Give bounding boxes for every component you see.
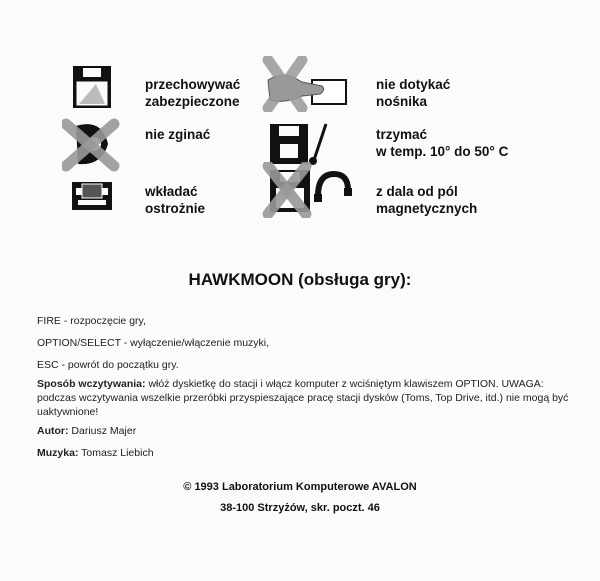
care-label-line: z dala od pól	[376, 184, 458, 199]
care-label-insert	[145, 183, 205, 217]
care-label-line: w temp. 10° do 50° C	[376, 144, 509, 159]
loading-instructions	[37, 377, 577, 419]
care-label-line: wkładać	[145, 184, 198, 199]
care-label-line: trzymać	[376, 127, 428, 142]
music-line	[37, 446, 577, 460]
care-label-no-magnet	[376, 183, 477, 217]
author-name: Dariusz Majer	[71, 425, 137, 437]
loading-label: Sposób wczytywania:	[37, 378, 146, 390]
author-line	[37, 424, 577, 438]
music-name: Tomasz Liebich	[81, 447, 154, 459]
no-bend-icon	[62, 118, 120, 172]
no-magnet-icon	[262, 162, 352, 218]
care-label-no-touch	[376, 76, 450, 110]
care-label-line: magnetycznych	[376, 201, 478, 216]
control-fire: FIRE - rozpoczęcie gry,	[37, 315, 146, 327]
care-label-temperature	[376, 126, 508, 160]
temperature-icon	[268, 120, 330, 166]
care-label-store-safe	[145, 76, 240, 110]
copyright: © 1993 Laboratorium Komputerowe AVALON	[183, 481, 417, 493]
author-label: Autor:	[37, 425, 69, 437]
music-label: Muzyka:	[37, 447, 79, 459]
care-label-line: nie dotykać	[376, 77, 451, 92]
care-label-no-bend	[145, 126, 210, 143]
insert-drive-icon	[70, 180, 114, 212]
care-label-line: nośnika	[376, 94, 428, 109]
control-option: OPTION/SELECT - wyłączenie/włączenie muzyki,	[37, 337, 270, 349]
no-touch-icon	[262, 56, 352, 112]
address: 38-100 Strzyżów, skr. poczt. 46	[220, 502, 380, 514]
control-esc: ESC - powrót do początku gry.	[37, 359, 179, 371]
floppy-safe-icon	[70, 64, 114, 110]
game-title: HAWKMOON (obsługa gry):	[188, 270, 412, 289]
care-label-line: zabezpieczone	[145, 94, 240, 109]
care-label-line: przechowywać	[145, 77, 241, 92]
care-label-line: nie zginać	[145, 127, 211, 142]
care-label-line: ostrożnie	[145, 201, 206, 216]
loading-text: włóż dyskietkę do stacji i włącz komputer z wciśniętym klawiszem OPTION. UWAGA: podczas wczytywania wszelkie przeróbki przyspieszające pracę stacji dysków (Toms, Top Drive, itd.) nie mogą być uaktywnione!	[37, 378, 569, 418]
